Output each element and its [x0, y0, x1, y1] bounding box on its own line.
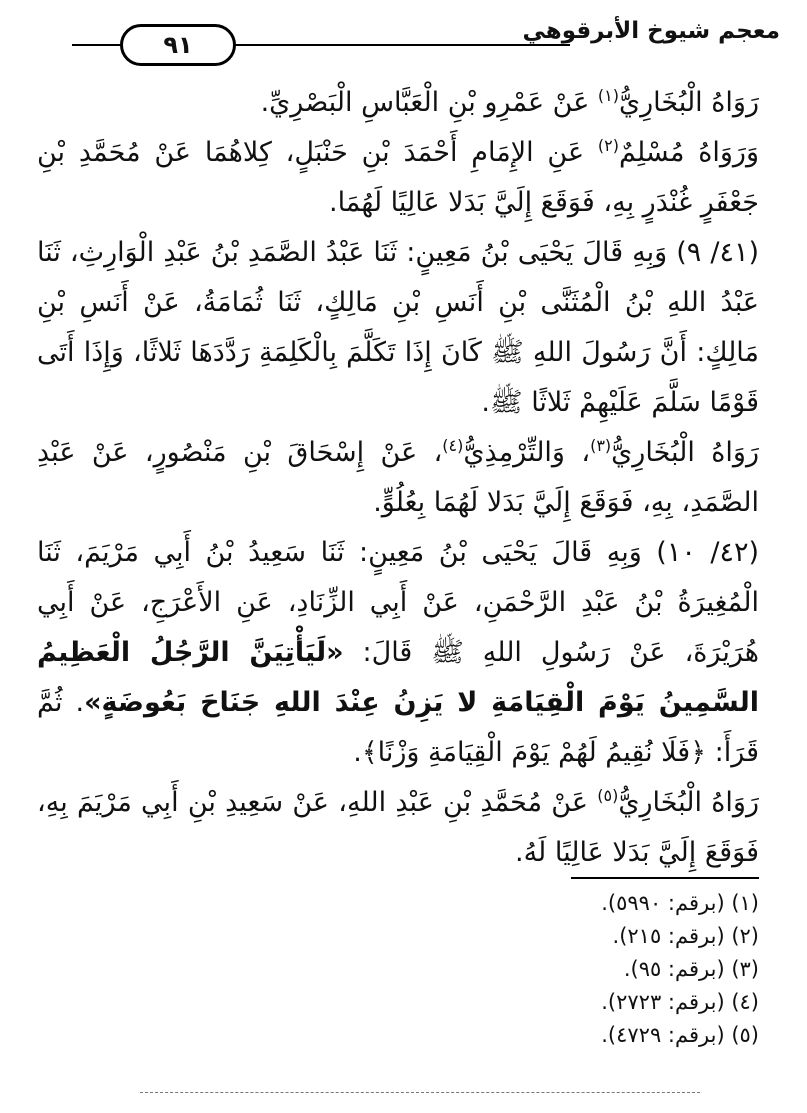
main-text: [37, 78, 759, 878]
footnote-separator: [571, 877, 759, 879]
paragraph-3: [37, 228, 759, 428]
paragraph-text: (٤٢/ ١٠) وَبِهِ قَالَ يَحْيَى بْنُ مَعِينٍ: ثَنَا سَعِيدُ بْنُ أَبِي مَرْيَمَ، ثَنَا الْمُغِيرَةُ بْنُ عَبْدِ الرَّحْمَنِ، عَنْ أَبِي الزِّنَادِ، عَنِ الأَعْرَجِ، عَنْ أَبِي هُرَيْرَةَ، عَنْ رَسُولِ اللهِ ﷺ قَالَ:: [37, 537, 760, 668]
footnote: (٥) (برقم: ٤٧٢٩).: [601, 1023, 759, 1047]
paragraph-text: عَنْ مُحَمَّدِ بْنِ عَبْدِ اللهِ، عَنْ سَعِيدِ بْنِ أَبِي مَرْيَمَ بِهِ، فَوَقَعَ إِلَيَّ بَدَلا عَالِيًا لَهُ.: [37, 787, 759, 868]
book-title: معجم شيوخ الأبرقوهي: [522, 18, 780, 44]
paragraph-text: رَوَاهُ الْبُخَارِيُّ: [611, 437, 759, 468]
paragraph-text: وَرَوَاهُ مُسْلِمٌ: [618, 137, 759, 168]
paragraph-1: [37, 78, 759, 128]
footnote: (١) (برقم: ٥٩٩٠).: [601, 891, 759, 915]
paragraph-2: [37, 128, 759, 228]
footnote-ref: (٣): [590, 436, 612, 455]
page-number-frame: [120, 24, 236, 66]
footnote-ref: (١): [597, 86, 619, 105]
paragraph-text: عَنِ الإِمَامِ أَحْمَدَ بْنِ حَنْبَلٍ، كِلاهُمَا عَنْ مُحَمَّدِ بْنِ جَعْفَرٍ غُنْدَرٍ بِهِ، فَوَقَعَ إِلَيَّ بَدَلا عَالِيًا لَهُمَا.: [37, 137, 759, 218]
paragraph-text: ، عَنْ إِسْحَاقَ بْنِ مَنْصُورٍ، عَنْ عَبْدِ الصَّمَدِ، بِهِ، فَوَقَعَ إِلَيَّ بَدَلا لَهُمَا بِعُلُوٍّ.: [37, 437, 759, 518]
page-number: ٩١: [163, 31, 193, 59]
footnotes: [359, 887, 759, 1052]
paragraph-text: عَنْ عَمْرِو بْنِ الْعَبَّاسِ الْبَصْرِيِّ.: [260, 87, 598, 118]
paragraph-6: [37, 778, 759, 878]
footnote-ref: (٢): [597, 136, 619, 155]
paragraph-4: [37, 428, 759, 528]
paragraph-text: ، وَالتِّرْمِذِيُّ: [463, 437, 591, 468]
footnote: (٤) (برقم: ٢٧٢٣).: [601, 990, 759, 1014]
bottom-rule: [140, 1092, 700, 1093]
paragraph-text: رَوَاهُ الْبُخَارِيُّ: [618, 87, 759, 118]
paragraph-text: (٤١/ ٩) وَبِهِ قَالَ يَحْيَى بْنُ مَعِينٍ: ثَنَا عَبْدُ الصَّمَدِ بْنُ عَبْدِ الْوَارِثِ، ثَنَا عَبْدُ اللهِ بْنُ الْمُثَنَّى بْنِ أَنَسِ بْنِ مَالِكٍ، ثَنَا ثُمَامَةُ، عَنْ أَنَسِ بْنِ مَالِكٍ: أَنَّ رَسُولَ اللهِ ﷺ كَانَ إِذَا تَكَلَّمَ بِالْكَلِمَةِ رَدَّدَهَا ثَلاثًا، وَإِذَا أَتَى قَوْمًا سَلَّمَ عَلَيْهِمْ ثَلاثًا ﷺ.: [37, 237, 760, 418]
footnote-ref: (٥): [597, 786, 619, 805]
footnote: (٣) (برقم: ٩٥).: [623, 957, 759, 981]
paragraph-5: [37, 528, 759, 778]
paragraph-text: رَوَاهُ الْبُخَارِيُّ: [618, 787, 759, 818]
paragraph-text: . ثُمَّ قَرَأَ: ﴿فَلَا نُقِيمُ لَهُمْ يَوْمَ الْقِيَامَةِ وَزْنًا﴾.: [37, 687, 759, 768]
footnote-ref: (٤): [442, 436, 464, 455]
footnote: (٢) (برقم: ٢١٥).: [612, 924, 759, 948]
hadith-quote: «لَيَأْتِيَنَّ الرَّجُلُ الْعَظِيمُ السَّمِينُ يَوْمَ الْقِيَامَةِ لا يَزِنُ عِنْدَ اللهِ جَنَاحَ بَعُوضَةٍ»: [37, 637, 759, 718]
page-header: [60, 18, 780, 68]
